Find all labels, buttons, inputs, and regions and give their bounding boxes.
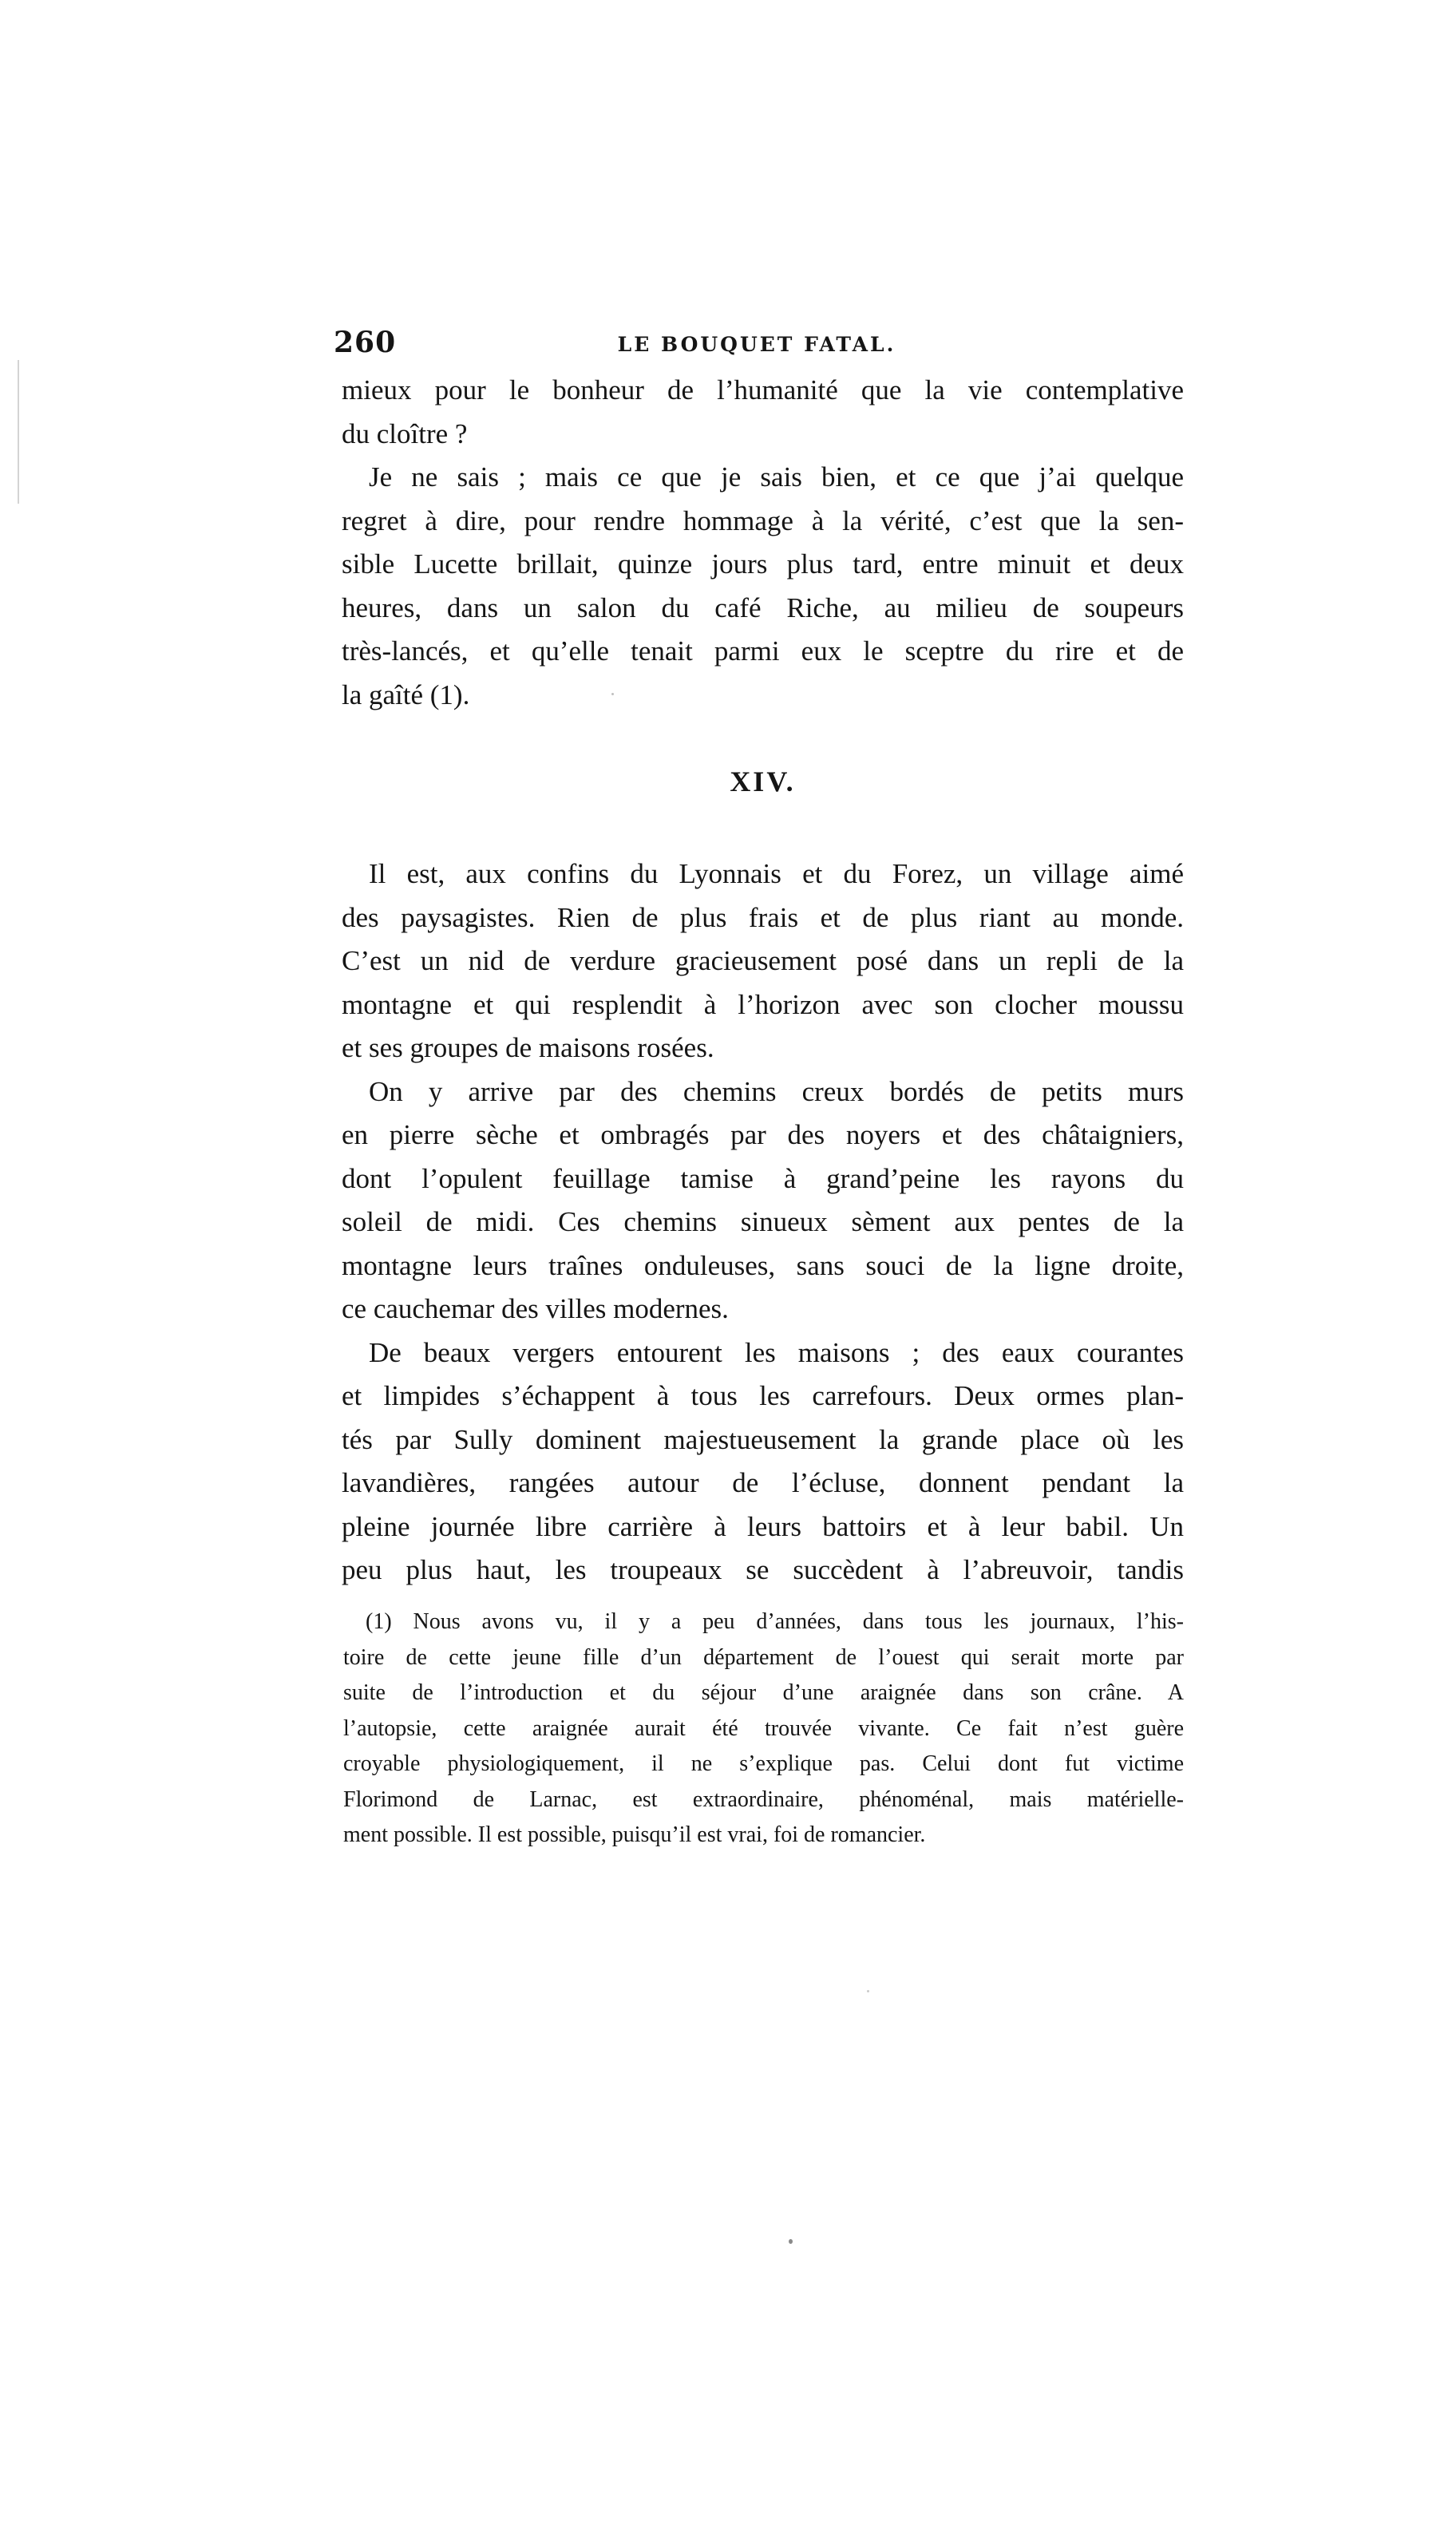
footnote-line: (1) Nous avons vu, il y a peu d’années, dans tous les journaux, l’his- [366,1609,1184,1634]
text-line: du cloître ? [342,417,468,449]
text-line: On y arrive par des chemins creux bordés de petits murs [369,1075,1184,1107]
chapter-heading: XIV. [730,766,796,797]
text-line: lavandières, rangées autour de l’écluse, donnent pendant la [342,1467,1184,1498]
text-line: tés par Sully dominent majestueusement la grande place où les [342,1423,1184,1455]
text-line: peu plus haut, les troupeaux se succèdent à l’abreuvoir, tandis [342,1554,1184,1585]
footnote-line: l’autopsie, cette araignée aurait été trouvée vivante. Ce fait n’est guère [343,1715,1184,1741]
text-line: des paysagistes. Rien de plus frais et de plus riant au monde. [342,901,1184,933]
text-line: Il est, aux confins du Lyonnais et du Forez, un village aimé [369,858,1184,889]
page-number: 260 [334,326,397,359]
ink-speck [611,693,614,695]
text-line: et ses groupes de maisons rosées. [342,1032,714,1063]
margin-mark [18,360,19,504]
text-line: et limpides s’échappent à tous les carrefours. Deux ormes plan- [342,1380,1184,1411]
footnote-line: croyable physiologiquement, il ne s’explique pas. Celui dont fut victime [343,1751,1184,1776]
text-line: la gaîté (1). [342,679,470,710]
text-line: soleil de midi. Ces chemins sinueux sèment aux pentes de la [342,1206,1184,1237]
text-line: Je ne sais ; mais ce que je sais bien, et ce que j’ai quelque [369,461,1184,493]
footnote-line: toire de cette jeune fille d’un département de l’ouest qui serait morte par [343,1644,1184,1670]
text-line: ce cauchemar des villes modernes. [342,1293,729,1324]
text-line: regret à dire, pour rendre hommage à la vérité, c’est que la sen- [342,504,1184,536]
text-line: très-lancés, et qu’elle tenait parmi eux le sceptre du rire et de [342,635,1184,667]
ink-speck [789,2239,793,2244]
text-line: C’est un nid de verdure gracieusement posé dans un repli de la [342,945,1184,976]
top-paragraphs [342,369,1184,717]
text-line: mieux pour le bonheur de l’humanité que la vie contemplative [342,374,1184,406]
text-line: sible Lucette brillait, quinze jours plus tard, entre minuit et deux [342,548,1184,580]
body-paragraphs [342,853,1184,1592]
page-header [334,326,1180,367]
text-line: montagne et qui resplendit à l’horizon avec son clocher moussu [342,988,1184,1020]
text-line: heures, dans un salon du café Riche, au milieu de soupeurs [342,591,1184,623]
text-line: en pierre sèche et ombragés par des noyers et des châtaigniers, [342,1119,1184,1150]
running-title: LE BOUQUET FATAL. [617,333,896,356]
text-line: montagne leurs traînes onduleuses, sans souci de la ligne droite, [342,1249,1184,1281]
text-line: dont l’opulent feuillage tamise à grand’peine les rayons du [342,1162,1184,1194]
text-line: De beaux vergers entourent les maisons ; des eaux courantes [369,1336,1184,1368]
ink-speck [867,1990,869,1992]
footnote-line: ment possible. Il est possible, puisqu’il est vrai, foi de romancier. [343,1822,926,1847]
text-line: pleine journée libre carrière à leurs battoirs et à leur babil. Un [342,1510,1184,1542]
footnote-line: suite de l’introduction et du séjour d’une araignée dans son crâne. A [343,1680,1184,1705]
footnote-line: Florimond de Larnac, est extraordinaire, phénoménal, mais matérielle- [343,1786,1184,1812]
footnote [343,1604,1184,1854]
